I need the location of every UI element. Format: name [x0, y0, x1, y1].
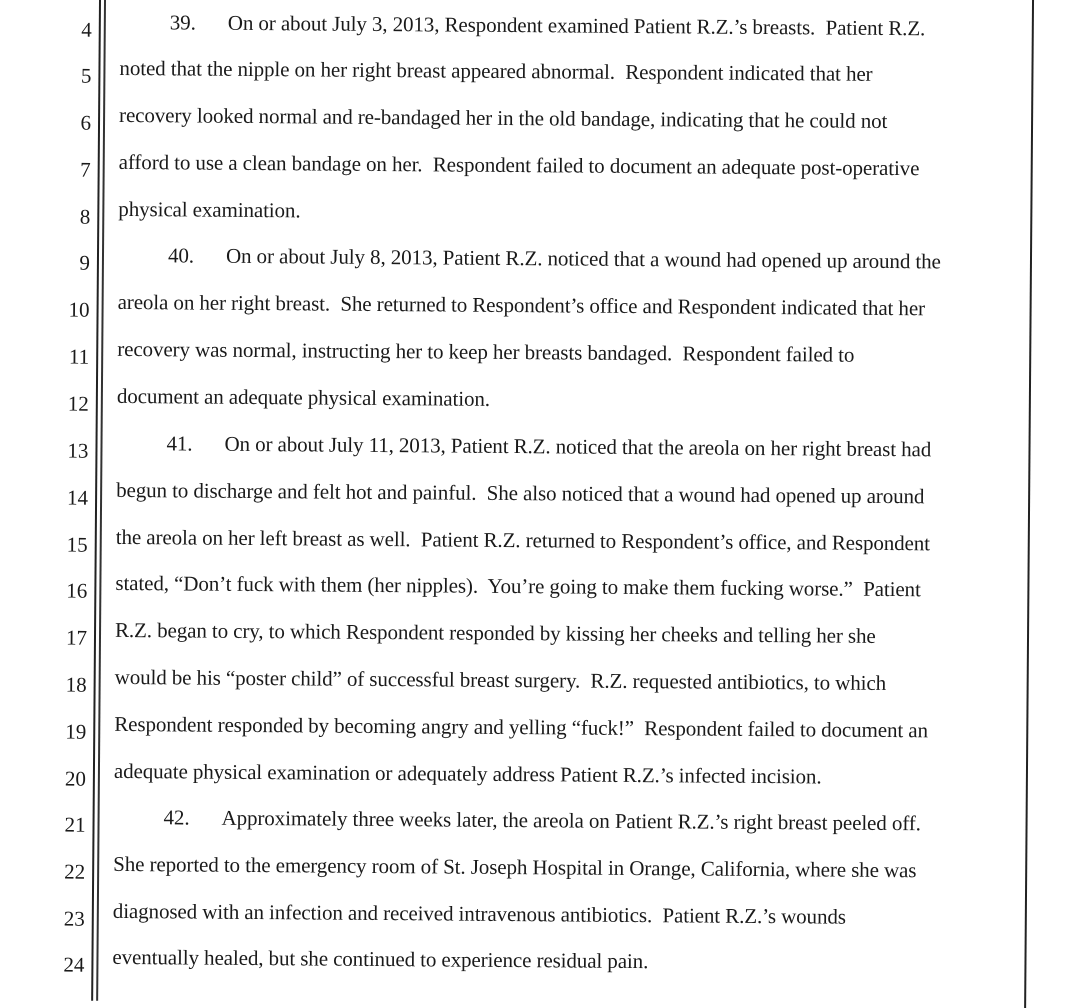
line-number: 18: [65, 672, 87, 697]
pleading-line: [0, 708, 1073, 762]
line-text: [168, 240, 941, 276]
line-text: afford to use a clean bandage on her. Respondent failed to document an adequate post-operative: [118, 149, 920, 181]
line-number: 10: [68, 297, 90, 322]
pleading-line: [0, 567, 1075, 621]
line-text: [166, 428, 931, 464]
paragraph-number: 41.: [166, 431, 193, 456]
pleading-line: [0, 801, 1073, 855]
line-number: 6: [80, 110, 92, 135]
line-number: 17: [65, 625, 88, 650]
line-text: diagnosed with an infection and received intravenous antibiotics. Patient R.Z.’s wounds: [112, 898, 846, 929]
pleading-line: [0, 99, 1078, 153]
paragraph-number: 40.: [167, 243, 195, 268]
line-number: 22: [64, 859, 86, 884]
line-number: 19: [65, 719, 87, 744]
line-number: 5: [80, 63, 92, 88]
line-number: 12: [67, 391, 89, 416]
pleading-line: [0, 380, 1076, 434]
line-number: 4: [81, 17, 92, 42]
pleading-line: [0, 521, 1075, 575]
line-text: document an adequate physical examination.: [116, 383, 491, 411]
paragraph-number: 39.: [169, 10, 196, 35]
pleading-line: [0, 333, 1076, 387]
line-text: Respondent responded by becoming angry and yelling “fuck!” Respondent failed to document an: [114, 711, 929, 743]
line-text: recovery looked normal and re-bandaged her in the old bandage, indicating that he could not: [119, 102, 888, 133]
pleading-line: [0, 661, 1074, 715]
pleading-line: [0, 755, 1073, 809]
line-content: On or about July 3, 2013, Respondent examined Patient R.Z.’s breasts. Patient R.Z.: [227, 10, 926, 41]
line-text: recovery was normal, instructing her to keep her breasts bandaged. Respondent failed to: [117, 336, 855, 367]
line-number: 9: [79, 250, 91, 275]
line-number: 23: [63, 906, 85, 931]
line-number: 24: [63, 952, 85, 977]
pleading-line: [0, 146, 1078, 200]
line-number: 7: [80, 157, 91, 182]
line-text: begun to discharge and felt hot and painful. She also noticed that a wound had opened up around: [116, 477, 925, 509]
pleading-line: [0, 848, 1072, 902]
line-text: [163, 802, 920, 838]
line-number: 13: [67, 438, 89, 463]
line-number: 15: [66, 532, 88, 557]
line-content: On or about July 8, 2013, Patient R.Z. noticed that a wound had opened up around the: [225, 243, 941, 274]
pleading-line: [0, 474, 1075, 528]
line-text: would be his “poster child” of successful breast surgery. R.Z. requested antibiotics, to which: [114, 664, 887, 695]
line-content: Approximately three weeks later, the areola on Patient R.Z.’s right breast peeled off.: [221, 805, 921, 836]
line-number: 20: [64, 766, 86, 791]
paragraph-number: 42.: [163, 805, 190, 830]
line-text: the areola on her left breast as well. Patient R.Z. returned to Respondent’s office, and Respondent: [115, 524, 931, 556]
pleading-line: [0, 52, 1079, 106]
line-text: physical examination.: [118, 196, 301, 223]
line-number: 11: [68, 344, 90, 369]
line-number: 8: [79, 204, 91, 229]
pleading-line: [0, 286, 1077, 340]
pleading-line: [0, 895, 1072, 949]
line-text: adequate physical examination or adequately address Patient R.Z.’s infected incision.: [113, 758, 822, 789]
pleading-line: [0, 614, 1074, 668]
line-text: stated, “Don’t fuck with them (her nipples). You’re going to make them fucking worse.” Patient: [115, 570, 921, 602]
line-content: On or about July 11, 2013, Patient R.Z. noticed that the areola on her right breast had: [224, 431, 932, 462]
pleading-line: [0, 941, 1072, 995]
line-number: 16: [66, 578, 88, 603]
line-text: eventually healed, but she continued to experience residual pain.: [112, 944, 649, 974]
line-text: noted that the nipple on her right breast appeared abnormal. Respondent indicated that her: [119, 55, 873, 86]
line-text: areola on her right breast. She returned to Respondent’s office and Respondent indicated that her: [117, 289, 926, 321]
line-text: [170, 7, 926, 43]
pleading-line: [0, 427, 1076, 481]
line-number: 21: [64, 812, 86, 837]
pleading-line: [0, 239, 1077, 293]
line-text: She reported to the emergency room of St. Joseph Hospital in Orange, California, where she was: [113, 851, 917, 883]
line-number: 14: [67, 485, 89, 510]
line-text: R.Z. began to cry, to which Respondent responded by kissing her cheeks and telling her she: [114, 617, 876, 648]
